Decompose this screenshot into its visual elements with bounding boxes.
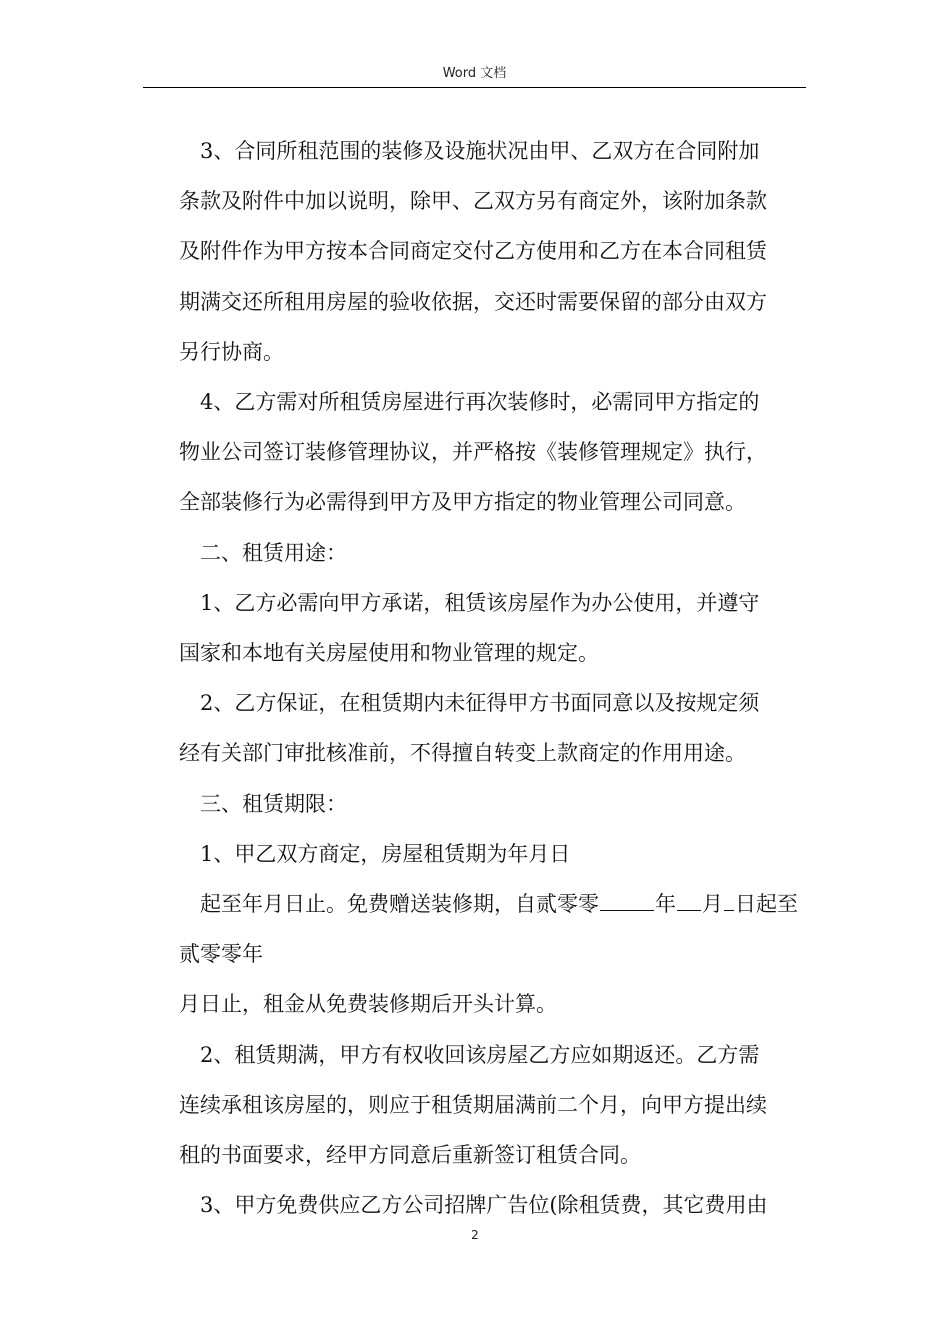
text-line: 3、甲方免费供应乙方公司招牌广告位(除租赁费，其它费用由 [200,1193,768,1218]
fill-in-blank [600,888,654,911]
usage-clause-2 [179,678,809,778]
text-line: 1、乙方必需向甲方承诺，租赁该房屋作为办公使用，并遵守 [200,590,760,615]
term-clause-1-continued [179,879,809,979]
page-number: 2 [471,1228,479,1242]
text-line: 三、租赁期限： [200,791,347,816]
clause-4-paragraph [179,377,809,528]
section-heading-usage [179,528,809,578]
section-heading-term [179,779,809,829]
text-segment: 起至年月日止。免费赠送装修期，自贰零零 [200,892,599,917]
text-line: 及附件作为甲方按本合同商定交付乙方使用和乙方在本合同租赁 [179,239,767,264]
text-line: 经有关部门审批核准前，不得擅自转变上款商定的作用用途。 [179,741,746,766]
term-clause-3 [179,1180,809,1230]
header-title: Word 文档 [442,66,507,81]
text-line: 期满交还所租用房屋的验收依据，交还时需要保留的部分由双方 [179,289,767,314]
text-line: 全部装修行为必需得到甲方及甲方指定的物业管理公司同意。 [179,490,746,515]
text-line: 月日止，租金从免费装修期后开头计算。 [179,992,557,1017]
fill-in-blank [677,888,701,911]
text-line-with-blanks [179,879,809,929]
text-line: 连续承租该房屋的，则应于租赁期届满前二个月，向甲方提出续 [179,1092,767,1117]
text-line: 2、乙方保证，在租赁期内未征得甲方书面同意以及按规定须 [200,691,760,716]
text-line: 二、租赁用途： [200,540,347,565]
text-segment: 月 [702,892,723,917]
text-line: 条款及附件中加以说明，除甲、乙双方另有商定外，该附加条款 [179,189,767,214]
text-line: 1、甲乙双方商定，房屋租赁期为年月日 [200,841,571,866]
text-segment: 日起至 [735,892,798,917]
term-clause-1 [179,829,809,879]
text-line: 4、乙方需对所租赁房屋进行再次装修时，必需同甲方指定的 [200,390,760,415]
text-line: 国家和本地有关房屋使用和物业管理的规定。 [179,641,599,666]
text-segment: 年 [655,892,676,917]
term-clause-2 [179,1030,809,1181]
text-line: 租的书面要求，经甲方同意后重新签订租赁合同。 [179,1143,641,1168]
document-body [179,126,809,1230]
term-clause-1-end [179,979,809,1029]
clause-3-paragraph [179,126,809,377]
fill-in-blank [724,888,734,911]
text-line: 物业公司签订装修管理协议，并严格按《装修管理规定》执行， [179,440,767,465]
page-header [143,60,806,88]
usage-clause-1 [179,578,809,678]
text-line: 贰零零年 [179,942,263,967]
text-line: 3、合同所租范围的装修及设施状况由甲、乙双方在合同附加 [200,139,760,163]
text-line: 另行协商。 [179,339,284,364]
text-line: 2、租赁期满，甲方有权收回该房屋乙方应如期返还。乙方需 [200,1042,760,1067]
